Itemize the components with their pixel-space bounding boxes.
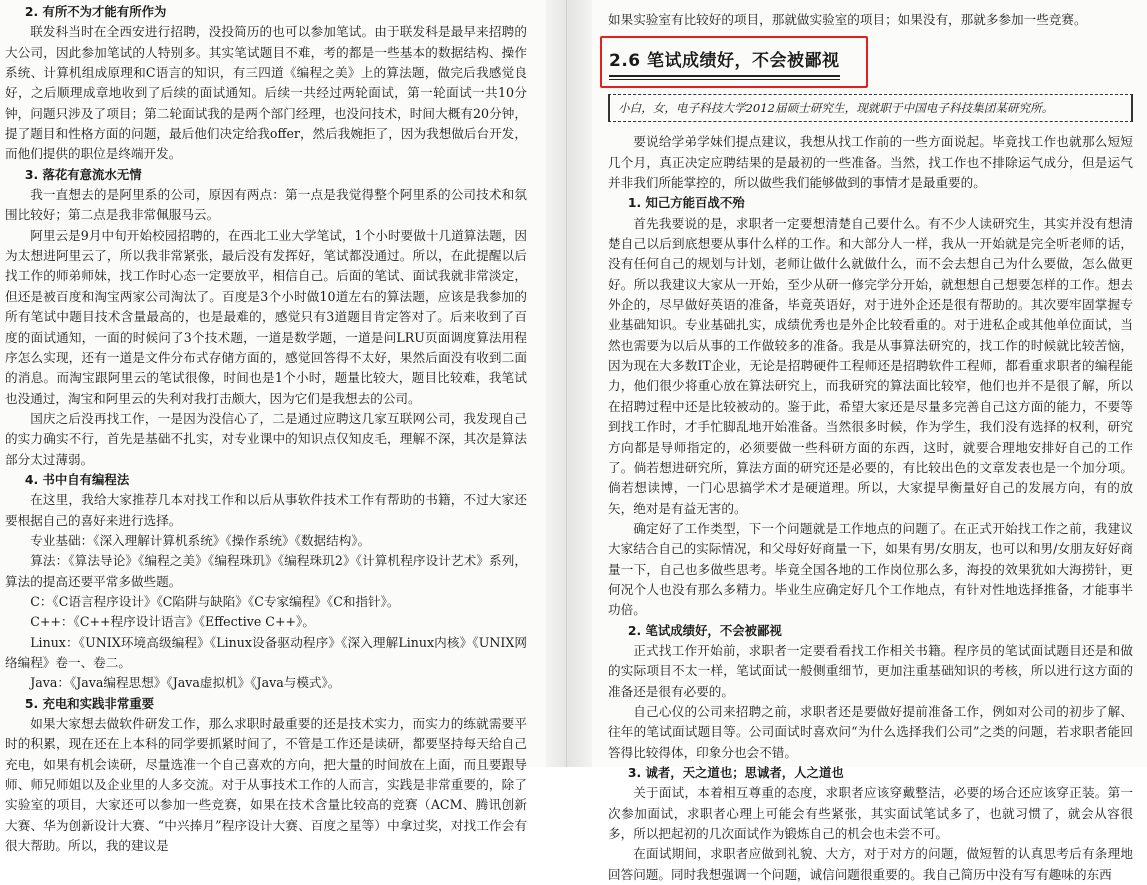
subheading: 1. 知己方能百战不殆 (627, 195, 745, 211)
paragraph: 首先我要说的是，求职者一定要想清楚自己要什么。有不少人读研究生，其实并没有想清楚自己以后到底想要从事什么样的工作。和大部分人一样，我从一开始就是完全听老师的话，没有任何自己的规划与计划，老师让做什么就做什么，而不会去想自己为什么要做，怎么做更好。所以我建议大家从一开始，至少从研一修完学分开始，就想想自己想要怎样的工作。想去外企的，尽早做好英语的准备，毕竟英语好，对于进外企还是很有帮助的。其次要牢固掌握专业基础知识。专业基础扎实，成绩优秀也是外企比较看重的。对于进私企或其他单位面试，当然也需要为以后从事的工作做较多的准备。我是从事算法研究的，找工作的时候就比较苦恼，因为现在大多数IT企业，无论是招聘硬件工程师还是招聘软件工程师，都看重求职者的编程能力，他们很少将重心放在算法研究上，而我研究的算法面比较窄，他们也并不是很了解，所以在招聘过程中还是比较被动的。鉴于此，希望大家还是尽量多完善自己这方面的能力，不要等到找工作时，才手忙脚乱地开始准备。当然很多时候，作为学生，我们没有选择的权利，研究方向都是导师指定的，必须要做一些科研方面的东西，这时，就要合理地安排好自己的工作了。倘若想进研究所，算法方面的研究还是必要的，有比较出色的文章发表也是一个加分项。倘若想读博，一门心思搞学术才是硬道理。所以，大家提早衡量好自己的发展方向，有的放矢，绝对是有益无害的。 (608, 215, 1133, 516)
paragraph: 要说给学弟学妹们提点建议，我想从找工作前的一些方面说起。毕竟找工作也就那么短短几个月，真正决定应聘结果的是最初的一些准备。当然，找工作也不排除运气成分，但是运气并非我们所能掌控的，所以做些我们能够做到的事情才是最重要的。 (608, 134, 1133, 191)
paragraph: 联发科当时在全西安进行招聘，没投简历的也可以参加笔试。由于联发科是最早来招聘的大公司，因此参加笔试的人特别多。其实笔试题目不难，考的都是一些基本的数据结构、操作系统、计算机组成原理和C语言的知识，有三四道《编程之美》上的算法题，做完后我感觉良好，之后顺理成章地收到了后续的面试通知。后续一共经过两轮面试，第一轮面试一共10分钟，问题只涉及了项目；第二轮面试我的是两个部门经理，也没问技术，时间大概有20分钟，提了题目和性格方面的问题，最后他们决定给我offer，然后我婉拒了，因为我想做后台开发，而他们提供的职位是终端开发。 (5, 24, 527, 162)
paragraph: C：《C语言程序设计》《C陷阱与缺陷》《C专家编程》《C和指针》。 (30, 593, 400, 609)
left-page-text-column (5, 2, 527, 856)
right-page-body (608, 132, 1133, 885)
paragraph: 在这里，我给大家推荐几本对找工作和以后从事软件技术工作有帮助的书籍，不过大家还要根据自己的喜好来进行选择。 (5, 492, 527, 528)
right-page (592, 0, 1147, 882)
author-intro-box: 小白，女，电子科技大学2012届硕士研究生，现就职于中国电子科技集团某研究所。 (608, 94, 1133, 122)
subheading: 3. 落花有意流水无情 (24, 166, 142, 182)
paragraph: 自己心仪的公司来招聘之前，求职者还是要做好提前准备工作，例如对公司的初步了解、往年的笔试面试题目等。公司面试时喜欢问“为什么选择我们公司”之类的问题，若求职者能回答得比较得体，印象分也会不错。 (608, 703, 1133, 760)
paragraph: 算法：《算法导论》《编程之美》《编程珠玑》《编程珠玑2》《计算机程序设计艺术》系列，算法的提高还要平常多做些题。 (5, 553, 527, 589)
paragraph: C++：《C++程序设计语言》《Effective C++》。 (30, 614, 315, 630)
subheading: 2. 笔试成绩好，不会被鄙视 (627, 622, 782, 638)
section-title: 2.6 笔试成绩好，不会被鄙视 (609, 51, 840, 76)
paragraph: Java：《Java编程思想》《Java虚拟机》《Java与模式》。 (30, 675, 341, 691)
paragraph: 阿里云是9月中旬开始校园招聘的，在西北工业大学笔试，1个小时要做十几道算法题，因为太想进阿里云了，所以我非常紧张，最后没有发挥好，笔试都没通过。所以，在此提醒以后找工作的师弟师妹，找工作时心态一定要放平，相信自己。后面的笔试、面试我就非常淡定，但还是被百度和淘宝两家公司淘汰了。百度是3个小时做10道左右的算法题，应该是我参加的所有笔试中题目技术含量最高的，也是最难的，感觉只有3道题目肯定答对了。后来收到了百度的面试通知，一面的时候问了3个技术题，一道是数学题，一道是问LRU页面调度算法用程序怎么实现，还有一道是文件分布式存储方面的，感觉回答得不太好，果然后面没有收到二面的消息。而淘宝跟阿里云的笔试很像，时间也是1个小时，题量比较大，题目比较难，我笔试也没通过，淘宝和阿里云的失利对我打击颇大，因为它们是我想去的公司。 (5, 227, 527, 406)
paragraph: 如果大家想去做软件研发工作，那么求职时最重要的还是技术实力，而实力的练就需要平时的积累，现在还在上本科的同学要抓紧时间了，不管是工作还是读研，都要坚持每天给自己充电，如果有机会读研，尽量选准一个自己喜欢的方向，把大量的时间放在上面，而且要跟导师、师兄师姐以及企业里的人多交流。对于从事技术工作的人而言，实践是非常重要的，除了实验室的项目，大家还可以参加一些竞赛，如果在技术含量比较高的竞赛（ACM、腾讯创新大赛、华为创新设计大赛、“中兴捧月”程序设计大赛、百度之星等）中拿过奖，对找工作会有很大帮助。所以，我的建议是 (5, 716, 527, 854)
subheading: 2. 有所不为才能有所作为 (24, 4, 167, 19)
subheading: 4. 书中自有编程法 (24, 471, 130, 487)
paragraph: 正式找工作开始前，求职者一定要看看找工作相关书籍。程序员的笔试面试题目还是和做的实际项目不太一样，笔试面试一般侧重细节，更加注重基础知识的考核，所以进行这方面的准备还是很有必要的。 (608, 642, 1133, 699)
right-page-text-column (608, 10, 1133, 885)
paragraph: 我一直想去的是阿里系的公司，原因有两点：第一点是我觉得整个阿里系的公司技术和氛围比较好；第二点是我非常佩服马云。 (5, 187, 527, 223)
page-divider (566, 0, 567, 767)
paragraph: 在面试期间，求职者应做到礼貌、大方，对于对方的问题，做短暂的认真思考后有条理地回答问题。同时我想强调一个问题，诚信问题很重要的。我自己简历中没有写有趣味的东西 (608, 846, 1133, 882)
subheading: 3. 诚者，天之道也；思诚者，人之道也 (627, 765, 844, 780)
left-page (0, 0, 546, 854)
section-heading-area (608, 38, 1133, 86)
book-gutter (546, 0, 592, 767)
subheading: 5. 充电和实践非常重要 (24, 695, 154, 711)
paragraph: 确定好了工作类型，下一个问题就是工作地点的问题了。在正式开始找工作之前，我建议大家结合自己的实际情况，和父母好好商量一下，如果有男/女朋友，也可以和男/女朋友好好商量一下，自己也多做些思考。毕竟全国各地的工作岗位那么多，海投的效果犹如大海捞针，更何况个人也没有那么多精力。毕业生应确定好几个工作地点，有针对性地选择推备，才能事半功倍。 (608, 520, 1133, 618)
paragraph: Linux：《UNIX环境高级编程》《Linux设备驱动程序》《深入理解Linux内核》《UNIX网络编程》卷一、卷二。 (5, 634, 527, 670)
right-top-line: 如果实验室有比较好的项目，那就做实验室的项目；如果没有，那就多参加一些竞赛。 (608, 12, 1087, 27)
paragraph: 国庆之后没再找工作，一是因为没信心了，二是通过应聘这几家互联网公司，我发现自己的实力确实不行，首先是基础不扎实，对专业课中的知识点仅知皮毛，理解不深，其次是算法部分太过薄弱。 (5, 410, 527, 467)
paragraph: 关于面试，本着相互尊重的态度，求职者应该穿戴整洁，必要的场合还应该穿正装。第一次参加面试，求职者心理上可能会有些紧张，其实面试笔试多了，也就习惯了，就会从容很多，所以把起初的几次面试作为锻炼自己的机会也未尝不可。 (608, 785, 1133, 842)
paragraph: 专业基础：《深入理解计算机系统》《操作系统》《数据结构》。 (30, 532, 371, 548)
